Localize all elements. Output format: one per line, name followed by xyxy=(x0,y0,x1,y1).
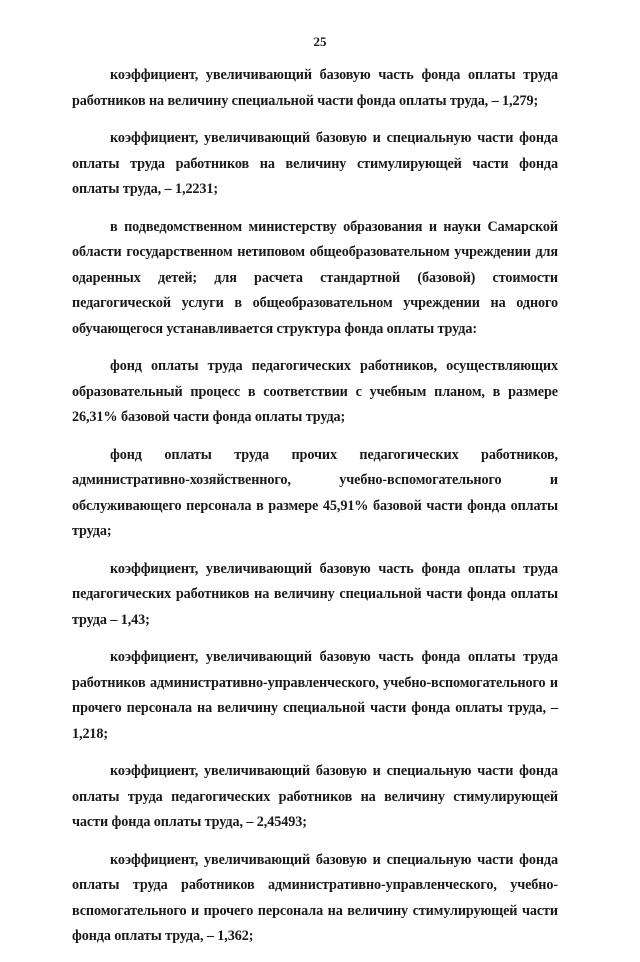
paragraph-6: коэффициент, увеличивающий базовую часть фонда оплаты труда педагогических работников на величину специальной части фонда оплаты труда – 1,43; xyxy=(72,560,558,628)
document-body xyxy=(72,63,558,962)
paragraph-1: коэффициент, увеличивающий базовую часть фонда оплаты труда работников на величину специальной части фонда оплаты труда, – 1,279; xyxy=(72,67,558,109)
paragraph-3: в подведомственном министерству образования и науки Самарской области государственном нетиповом общеобразовательном учреждении для одаренных детей; для расчета стандартной (базовой) стоимости педагогической услуги в общеобразовательном учреждении на одного обучающегося устанавливается структура фонда оплаты труда: xyxy=(72,218,558,337)
paragraph-9: коэффициент, увеличивающий базовую и специальную части фонда оплаты труда работников административно-управленческого, учебно-вспомогательного и прочего персонала на величину стимулирующей части фонда оплаты труда, – 1,362; xyxy=(72,851,558,944)
paragraph-7: коэффициент, увеличивающий базовую часть фонда оплаты труда работников административно-управленческого, учебно-вспомогательного и прочего персонала на величину специальной части фонда оплаты труда, – 1,218; xyxy=(72,649,558,742)
page-number: 25 xyxy=(313,34,327,49)
paragraph-4: фонд оплаты труда педагогических работников, осуществляющих образовательный процесс в соответствии с учебным планом, в размере 26,31% базовой части фонда оплаты труда; xyxy=(72,358,558,425)
paragraph-5: фонд оплаты труда прочих педагогических работников, административно-хозяйственного, учебно-вспомогательного и обслуживающего персонала в размере 45,91% базовой части фонда оплаты труда; xyxy=(72,446,558,539)
paragraph-2: коэффициент, увеличивающий базовую и специальную части фонда оплаты труда работников на величину стимулирующей части фонда оплаты труда, – 1,2231; xyxy=(72,130,558,197)
paragraph-8: коэффициент, увеличивающий базовую и специальную части фонда оплаты труда педагогических работников на величину стимулирующей части фонда оплаты труда, – 2,45493; xyxy=(72,763,558,830)
